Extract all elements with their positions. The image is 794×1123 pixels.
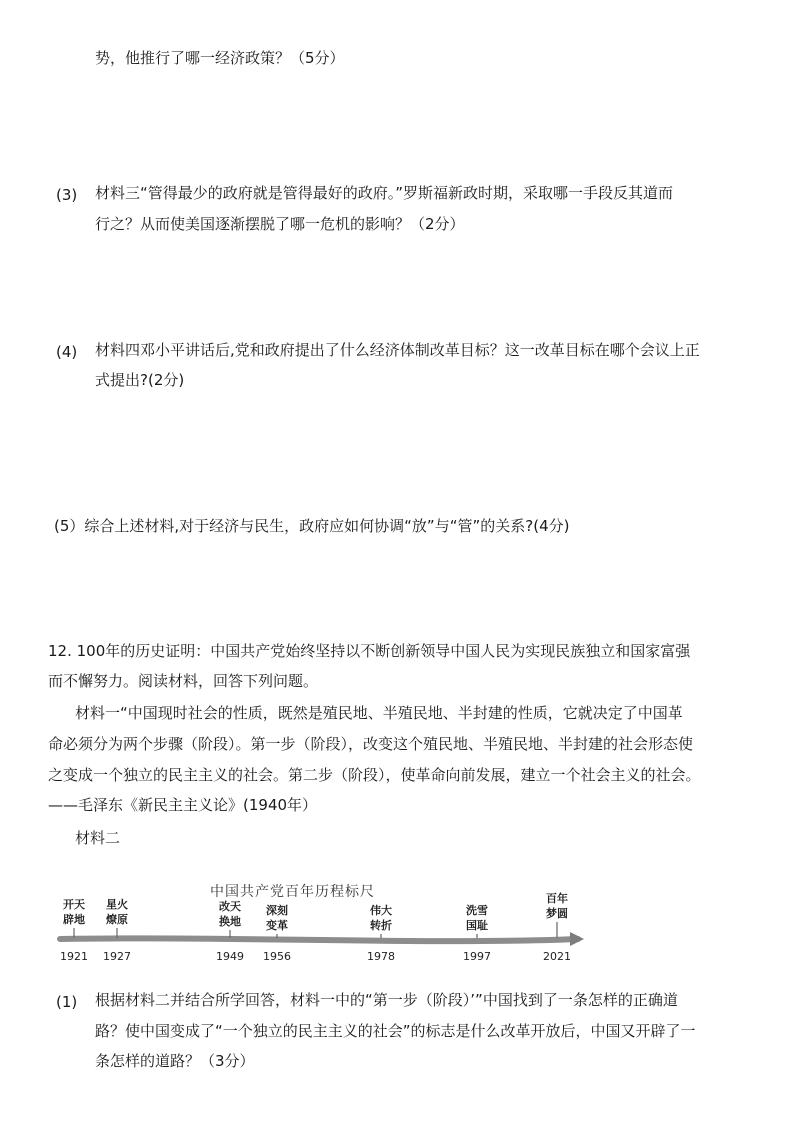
timeline-event-label-bottom: 换地 [219, 915, 241, 928]
timeline-axis [60, 938, 578, 941]
timeline-event-year: 1927 [103, 950, 131, 963]
timeline-event-year: 1978 [367, 950, 395, 963]
q12-1-line-3: 条怎样的道路？（3分） [95, 1052, 255, 1070]
timeline-event-year: 1921 [60, 950, 88, 963]
timeline-event-label-bottom: 燎原 [106, 913, 128, 926]
material-1-line-3: 之变成一个独立的民主主义的社会。第二步（阶段），使革命向前发展，建立一个社会主义的社会。 [48, 766, 701, 784]
timeline-event-label-top: 改天 [219, 900, 241, 913]
timeline-event [463, 903, 491, 963]
q5-text: (5）综合上述材料,对于经济与民生，政府应如何协调“放”与“管”的关系?(4分) [54, 517, 570, 535]
timeline-event [216, 899, 244, 963]
timeline-graphic [50, 872, 610, 972]
timeline-event-label-bottom: 国耻 [466, 919, 488, 932]
timeline-event-label-top: 百年 [546, 892, 568, 905]
q4-line-1: 材料四邓小平讲话后,党和政府提出了什么经济体制改革目标？这一改革目标在哪个会议上正 [95, 341, 700, 359]
timeline-event-label-bottom: 辟地 [63, 913, 85, 926]
material-1-line-2: 命必须分为两个步骤（阶段）。第一步（阶段），改变这个殖民地、半殖民地、半封建的社会形态使 [48, 735, 694, 753]
timeline-title: 中国共产党百年历程标尺 [210, 884, 375, 900]
material-2-label: 材料二 [75, 829, 121, 847]
timeline-event [367, 903, 395, 963]
timeline-event [60, 898, 88, 963]
q12-1-line-2: 路？使中国变成了“一个独立的民主主义的社会”的标志是什么改革开放后，中国又开辟了一 [95, 1022, 696, 1040]
timeline-arrow-icon [570, 932, 584, 946]
timeline-event-label-top: 深刻 [266, 904, 288, 917]
q12-1-number: (1) [56, 993, 78, 1011]
timeline-event-year: 1956 [263, 950, 291, 963]
q3-line-1: 材料三“管得最少的政府就是管得最好的政府。”罗斯福新政时期，采取哪一手段反其道而 [95, 184, 674, 202]
q3-line-2: 行之？从而使美国逐渐摆脱了哪一危机的影响？（2分） [95, 215, 465, 233]
timeline-event [543, 891, 571, 963]
q4-line-2: 式提出?(2分) [95, 371, 185, 389]
material-1-line-1: 材料一“中国现时社会的性质，既然是殖民地、半殖民地、半封建的性质，它就决定了中国革 [75, 704, 683, 722]
q12-line-1: 12. 100年的历史证明：中国共产党始终坚持以不断创新领导中国人民为实现民族独立和国家富强 [48, 642, 691, 660]
q12-line-2: 而不懈努力。阅读材料，回答下列问题。 [48, 672, 319, 690]
timeline-event [263, 903, 291, 963]
material-1-source: ——毛泽东《新民主主义论》(1940年） [48, 796, 318, 814]
q12-1-line-1: 根据材料二并结合所学回答，材料一中的“第一步（阶段）’”中国找到了一条怎样的正确道 [95, 991, 678, 1009]
timeline-event-label-top: 洗雪 [466, 904, 488, 917]
timeline-event-label-top: 开天 [63, 898, 85, 911]
q3-number: (3) [56, 186, 78, 204]
timeline-event-label-bottom: 变革 [266, 919, 288, 932]
timeline-event [103, 897, 131, 963]
timeline-events [60, 891, 571, 963]
timeline-event-year: 1997 [463, 950, 491, 963]
timeline-event-label-top: 伟大 [370, 904, 392, 917]
timeline-event-year: 2021 [543, 950, 571, 963]
q4-number: (4) [56, 343, 78, 361]
timeline-event-year: 1949 [216, 950, 244, 963]
timeline-event-label-bottom: 梦圆 [546, 907, 568, 920]
party-history-timeline [50, 872, 610, 972]
timeline-event-label-top: 星火 [106, 898, 128, 911]
timeline-event-label-bottom: 转折 [370, 919, 392, 932]
q-prev-tail: 势，他推行了哪一经济政策？（5分） [95, 49, 345, 67]
